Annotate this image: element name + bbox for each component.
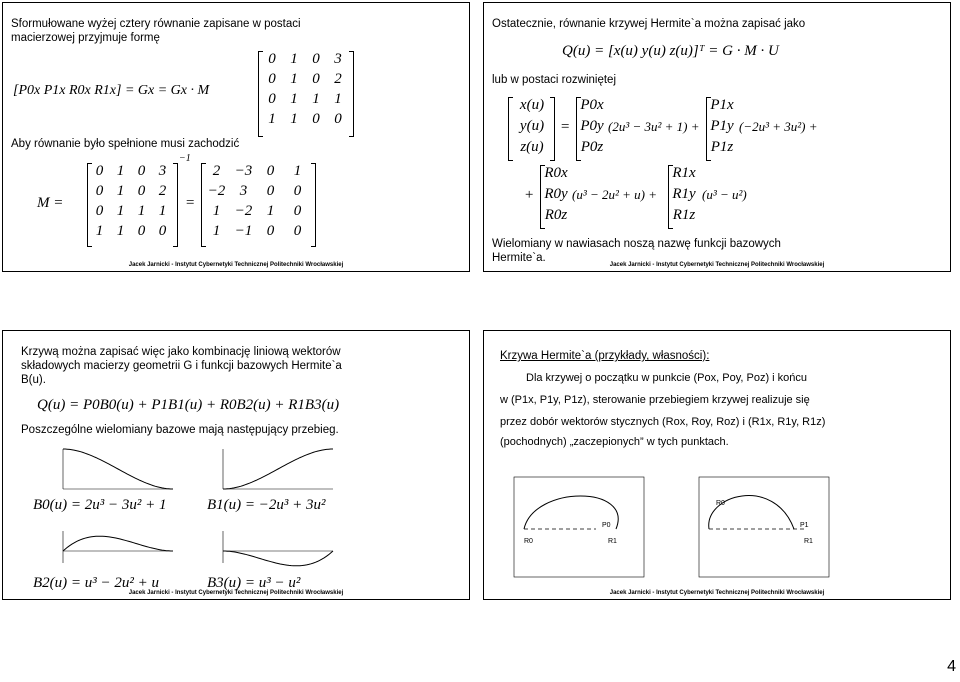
matrix-M-inv-cell: 1 (95, 223, 104, 239)
vec-xyz-cell: z(u) (520, 139, 544, 155)
slide2-line4: Hermite`a. (492, 252, 546, 264)
hermite-figures (504, 475, 924, 585)
slide1-eq-row: [P0x P1x R0x R1x] = Gx = Gx · M (13, 83, 210, 98)
matrix-bracket-right (349, 51, 354, 137)
matrix-M-inv-cell: 1 (116, 203, 125, 219)
slide3-line2: składowych macierzy geometrii G i funkcji bazowych Hermite`a (21, 360, 342, 372)
matrix-M-inv-cell: 1 (158, 203, 167, 219)
vector-R1 (671, 165, 697, 224)
vec-p0-cell: P0z (580, 139, 604, 155)
vector-P0 (579, 97, 605, 156)
b2-formula: B2(u) = u³ − 2u² + u (33, 575, 160, 591)
fig2-r0-label: R0 (716, 500, 725, 507)
equals-sign: = (185, 195, 196, 211)
vec-xyz-cell: x(u) (519, 97, 545, 113)
slide4-line4: (pochodnych) „zaczepionych” w tych punktach. (500, 436, 729, 448)
plot-B0 (51, 445, 181, 495)
vec-bracket-right (550, 97, 555, 161)
matrix-M-cell: 1 (290, 51, 298, 67)
fig1-p0-label: P0 (602, 522, 611, 529)
matrix-inverse-cell: 1 (293, 163, 302, 179)
slide2-eq: Q(u) = [x(u) y(u) z(u)]ᵀ = G · M · U (562, 43, 779, 59)
slide4-footer: Jacek Jarnicki - Instytut Cybernetyki Technicznej Politechniki Wrocławskiej (609, 590, 825, 596)
matrix-M-cell: 1 (312, 91, 320, 107)
vec-p1-cell: P1y (710, 118, 734, 134)
vec-r1-cell: R1y (672, 186, 696, 202)
matrix-inverse-cell: 0 (266, 163, 275, 179)
matrix-inverse-cell: −2 (207, 183, 226, 199)
matrix-inverse-cell: 1 (266, 203, 275, 219)
term4: (u³ − u²) (702, 187, 747, 202)
matrix-M-cell: 0 (268, 71, 276, 87)
matrix-M-inv-cell: 0 (158, 223, 167, 239)
matrix-M-inv-cell: 2 (158, 183, 167, 199)
matrix-M (261, 51, 349, 128)
vec-p1-cell: P1z (710, 139, 734, 155)
matrix-M-cell: 0 (312, 51, 320, 67)
matrix-M-cell: 0 (312, 111, 320, 127)
fig2-p1-label: P1 (800, 522, 809, 529)
slide3-footer: Jacek Jarnicki - Instytut Cybernetyki Technicznej Politechniki Wrocławskiej (128, 590, 344, 596)
matrix-inverse-cell: 1 (212, 203, 221, 219)
vector-R0 (543, 165, 569, 224)
vec-r0-cell: R0x (544, 165, 568, 181)
matrix-inverse-cell: −2 (234, 203, 253, 219)
inverse-exponent: −1 (179, 153, 191, 164)
page-number: 4 (947, 658, 956, 675)
matrix-M-inv-cell: 3 (158, 163, 167, 179)
matrix-inverse-cell: 0 (293, 203, 302, 219)
slide2-line3: Wielomiany w nawiasach noszą nazwę funkcji bazowych (492, 238, 781, 250)
vec-xyz-cell: y(u) (519, 118, 545, 134)
matrix2-bracket-right (173, 163, 178, 247)
plot-B3 (211, 527, 341, 569)
matrix-M-cell: 0 (334, 111, 342, 127)
vec-r1-cell: R1z (672, 207, 696, 223)
matrix-M-inv-cell: 0 (95, 183, 104, 199)
matrix-inverse-cell: 0 (293, 223, 302, 239)
matrix-M-cell: 2 (334, 71, 342, 87)
slide4-line3: przez dobór wektorów stycznych (Rox, Roy, Roz) i (R1x, R1y, R1z) (500, 416, 826, 428)
matrix-inverse-values (203, 163, 311, 240)
slide3-line1: Krzywą można zapisać więc jako kombinację liniową wektorów (21, 346, 341, 358)
matrix-M-inv-cell: 0 (137, 223, 146, 239)
matrix-inverse-cell: 0 (293, 183, 302, 199)
slide2-line1: Ostatecznie, równanie krzywej Hermite`a można zapisać jako (492, 18, 806, 30)
slide3-line4: Poszczególne wielomiany bazowe mają następujący przebieg. (21, 424, 339, 436)
matrix-M-inv-cell: 0 (137, 163, 146, 179)
matrix-inverse-cell: 2 (212, 163, 221, 179)
slide-1 (2, 2, 470, 272)
matrix-M-cell: 3 (334, 51, 342, 67)
matrix-M-cell: 1 (290, 91, 298, 107)
matrix-inverse-cell: 3 (239, 183, 248, 199)
slide1-line2: macierzowej przyjmuje formę (11, 32, 160, 44)
vec-r0-cell: R0z (544, 207, 568, 223)
slide-2 (483, 2, 951, 272)
matrix-inverse-cell: 1 (212, 223, 221, 239)
vector-P1 (709, 97, 735, 156)
matrix-inverse-cell: 0 (266, 183, 275, 199)
term2: (−2u³ + 3u²) + (739, 119, 818, 134)
slide1-line1: Sformułowane wyżej cztery równanie zapisane w postaci (11, 18, 301, 30)
plus-sign: + (524, 187, 535, 203)
slide4-title: Krzywa Hermite`a (przykłady, własności): (500, 350, 710, 362)
M-label: M = (37, 195, 64, 211)
slide-3 (2, 330, 470, 600)
fig1-r0-label: R0 (524, 538, 533, 545)
slide4-line2: w (P1x, P1y, P1z), sterowanie przebiegiem krzywej realizuje się (500, 394, 810, 406)
matrix-inverse-cell: 0 (266, 223, 275, 239)
slide4-line1: Dla krzywej o początku w punkcie (Pox, Poy, Poz) i końcu (526, 372, 808, 384)
b3-formula: B3(u) = u³ − u² (207, 575, 301, 591)
vec-p0-cell: P0x (580, 97, 604, 113)
vec-r1-cell: R1x (672, 165, 696, 181)
b0-formula: B0(u) = 2u³ − 3u² + 1 (33, 497, 167, 513)
term1: (2u³ − 3u² + 1) + (608, 119, 700, 134)
matrix-M-cell: 1 (268, 111, 276, 127)
slide-4 (483, 330, 951, 600)
matrix-M-cell: 1 (290, 111, 298, 127)
matrix-inverse-cell: −1 (234, 223, 253, 239)
matrix-M-cell: 0 (268, 91, 276, 107)
matrix-M-cell: 0 (268, 51, 276, 67)
slide3-line3: B(u). (21, 374, 46, 386)
eq2-equals: = (560, 119, 571, 135)
vector-xyz (512, 97, 552, 156)
matrix-M-inv-cell: 0 (95, 203, 104, 219)
matrix-M-inv-cell: 1 (116, 223, 125, 239)
matrix-M-inv-cell: 1 (137, 203, 146, 219)
matrix-M-cell: 0 (312, 71, 320, 87)
plot-B2 (51, 527, 181, 569)
matrix-M-inv-cell: 1 (116, 183, 125, 199)
vec-r0-cell: R0y (544, 186, 568, 202)
fig1-r1-label: R1 (608, 538, 617, 545)
vec-p1-cell: P1x (710, 97, 734, 113)
term3: (u³ − 2u² + u) + (572, 187, 658, 202)
matrix-M-inv-cell: 1 (116, 163, 125, 179)
slide1-cond: Aby równanie było spełnione musi zachodzić (11, 138, 240, 150)
matrix-M-cell: 1 (290, 71, 298, 87)
matrix3-bracket-right (311, 163, 316, 247)
slide2-line2: lub w postaci rozwiniętej (492, 74, 617, 86)
matrix-M-inverse (89, 163, 173, 240)
slide2-footer: Jacek Jarnicki - Instytut Cybernetyki Technicznej Politechniki Wrocławskiej (609, 262, 825, 268)
b1-formula: B1(u) = −2u³ + 3u² (207, 497, 326, 513)
fig2-r1-label: R1 (804, 538, 813, 545)
vec-p0-cell: P0y (580, 118, 604, 134)
slide1-footer: Jacek Jarnicki - Instytut Cybernetyki Technicznej Politechniki Wrocławskiej (128, 262, 344, 268)
matrix-M-inv-cell: 0 (137, 183, 146, 199)
matrix-M-cell: 1 (334, 91, 342, 107)
matrix-M-inv-cell: 0 (95, 163, 104, 179)
matrix-inverse-cell: −3 (234, 163, 253, 179)
slide3-eq: Q(u) = P0B0(u) + P1B1(u) + R0B2(u) + R1B3(u) (37, 397, 340, 413)
plot-B1 (211, 445, 341, 495)
